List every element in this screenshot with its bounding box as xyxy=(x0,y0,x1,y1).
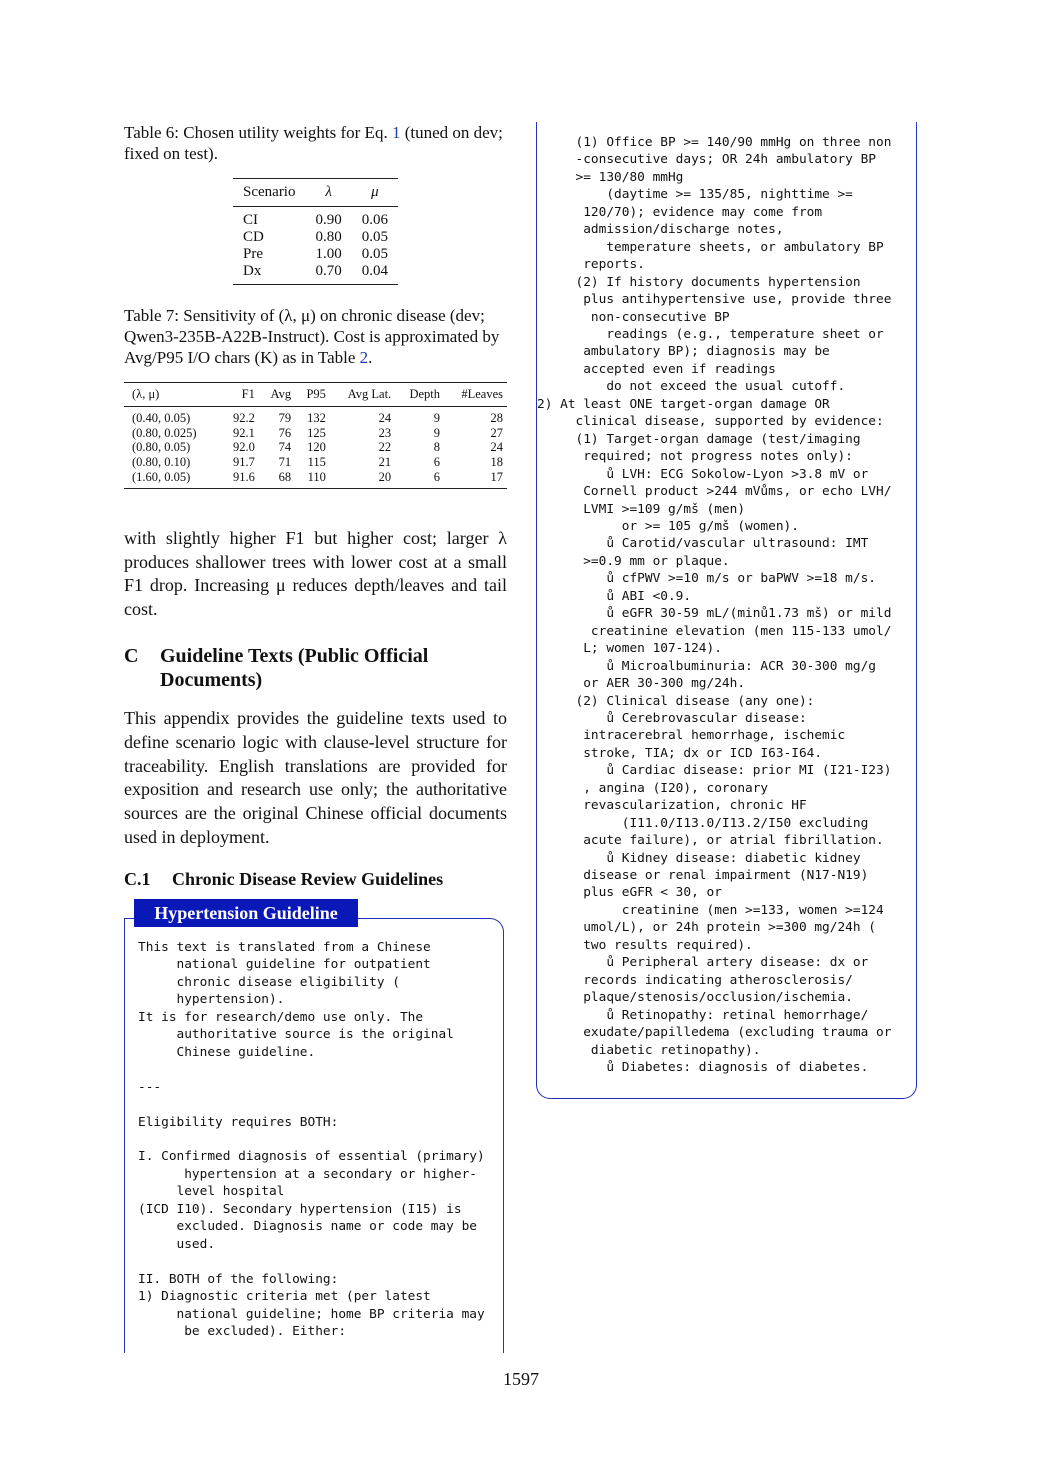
table-row: CI 0.90 0.06 xyxy=(243,212,388,228)
table6 xyxy=(233,178,398,285)
table7-header: #Leaves xyxy=(444,383,507,407)
table-row: (0.80, 0.10) 91.7 71 115 21 6 18 xyxy=(132,455,503,470)
guideline-box-title: Hypertension Guideline xyxy=(134,899,358,927)
guideline-text-left: This text is translated from a Chinese national guideline for outpatient chronic disease eligibility ( hypertension). It is for research/demo use only. The authoritative source is the original Chinese guideline. --- Eligibility requires BOTH: I. Confirmed diagnosis of essential (primary) hypertension at a secondary or higher- level hospital (ICD I10). Secondary hypertension (I15) is excluded. Diagnosis name or code may be used. II. BOTH of the following: 1) Diagnostic criteria met (per latest national guideline; home BP criteria may be excluded). Either: xyxy=(138,940,485,1339)
table-row: (1.60, 0.05) 91.6 68 110 20 6 17 xyxy=(124,470,507,488)
table-row: (0.40, 0.05) 92.2 79 132 24 9 28 xyxy=(132,410,503,425)
section-heading xyxy=(124,644,507,692)
table-row: Pre 1.00 0.05 xyxy=(243,246,388,262)
table-ref-link[interactable]: 2 xyxy=(359,348,369,367)
table7-header: Depth xyxy=(395,383,444,407)
table6-header: Scenario xyxy=(233,179,305,207)
section-title: Guideline Texts (Public Official Documents) xyxy=(160,644,429,691)
table7-header: (λ, μ) xyxy=(124,383,221,407)
subsection-heading xyxy=(124,868,507,890)
section-number: C xyxy=(124,644,139,667)
table7-header: Avg xyxy=(259,383,295,407)
subsection-title: Chronic Disease Review Guidelines xyxy=(172,868,444,889)
page-number: 1597 xyxy=(503,1369,539,1389)
table6-header: λ xyxy=(305,179,351,207)
equation-ref-link[interactable]: 1 xyxy=(391,123,401,142)
table6-caption: Table 6: Chosen utility weights for Eq. 1 (tuned on dev; fixed on test). xyxy=(124,123,503,163)
table-row: (0.80, 0.05) 92.0 74 120 22 8 24 xyxy=(132,440,503,455)
table6-header: μ xyxy=(352,179,398,207)
table-row: Dx 0.70 0.04 xyxy=(233,263,398,285)
table-row: CD 0.80 0.05 xyxy=(243,229,388,245)
guideline-box-left xyxy=(124,918,504,1353)
subsection-number: C.1 xyxy=(124,868,151,889)
table7-header: P95 xyxy=(295,383,330,407)
body-paragraph: with slightly higher F1 but higher cost; larger λ produces shallower trees with lower cost at a small F1 drop. Increasing μ reduces depth/leaves and tail cost. xyxy=(124,527,507,620)
guideline-text-right: (1) Office BP >= 140/90 mmHg on three non -consecutive days; OR 24h ambulatory BP >= 130/80 mmHg (daytime >= 135/85, nighttime >= 120/70); evidence may come from admission/discharge notes, temperature sheets, or ambulatory BP reports. (2) If history documents hypertension plus antihypertensive use, provide three non-consecutive BP readings (e.g., temperature sheet or ambulatory BP); diagnosis may be accepted even if readings do not exceed the usual cutoff. 2) At least ONE target-organ damage OR clinical disease, supported by evidence: (1) Target-organ damage (test/imaging required; not progress notes only): ů LVH: ECG Sokolow-Lyon >3.8 mV or Cornell product >244 mVůms, or echo LVH/ LVMI >=109 g/mš (men) or >= 105 g/mš (women). ů Carotid/vascular ultrasound: IMT >=0.9 mm or plaque. ů cfPWV >=10 m/s or baPWV >=18 m/s. ů ABI <0.9. ů eGFR 30-59 mL/(minů1.73 mš) or mild creatinine elevation (men 115-133 umol/ L; women 107-124). ů Microalbuminuria: ACR 30-300 mg/g or AER 30-300 mg/24h. (2) Clinical disease (any one): ů Cerebrovascular disease: intracerebral hemorrhage, ischemic stroke, TIA; dx or ICD I63-I64. ů Cardiac disease: prior MI (I21-I23) , angina (I20), coronary revascularization, chronic HF (I11.0/I13.0/I13.2/I50 excluding acute failure), or atrial fibrillation. ů Kidney disease: diabetic kidney disease or renal impairment (N17-N19) plus eGFR < 30, or creatinine (men >=133, women >=124 umol/L), or 24h protein >=300 mg/24h ( two results required). ů Peripheral artery disease: dx or records indicating atherosclerosis/ plaque/stenosis/occlusion/ischemia. ů Retinopathy: retinal hemorrhage/ exudate/papilledema (excluding trauma or diabetic retinopathy). ů Diabetes: diagnosis of diabetes. xyxy=(537,135,892,1076)
guideline-box-right xyxy=(536,122,917,1099)
table-row: (0.80, 0.025) 92.1 76 125 23 9 27 xyxy=(132,425,503,440)
table7-caption: Table 7: Sensitivity of (λ, μ) on chronic disease (dev; Qwen3-235B-A22B-Instruct). Cost is approximated by Avg/P95 I/O chars (K) as in Table 2. xyxy=(124,306,500,367)
section-paragraph: This appendix provides the guideline texts used to define scenario logic with clause-level structure for traceability. English translations are provided for exposition and research use only; the authoritative sources are the original Chinese official documents used in deployment. xyxy=(124,707,507,847)
table7-header: Avg Lat. xyxy=(330,383,395,407)
table7-header: F1 xyxy=(221,383,259,407)
table7 xyxy=(124,382,507,489)
left-column xyxy=(124,122,507,890)
